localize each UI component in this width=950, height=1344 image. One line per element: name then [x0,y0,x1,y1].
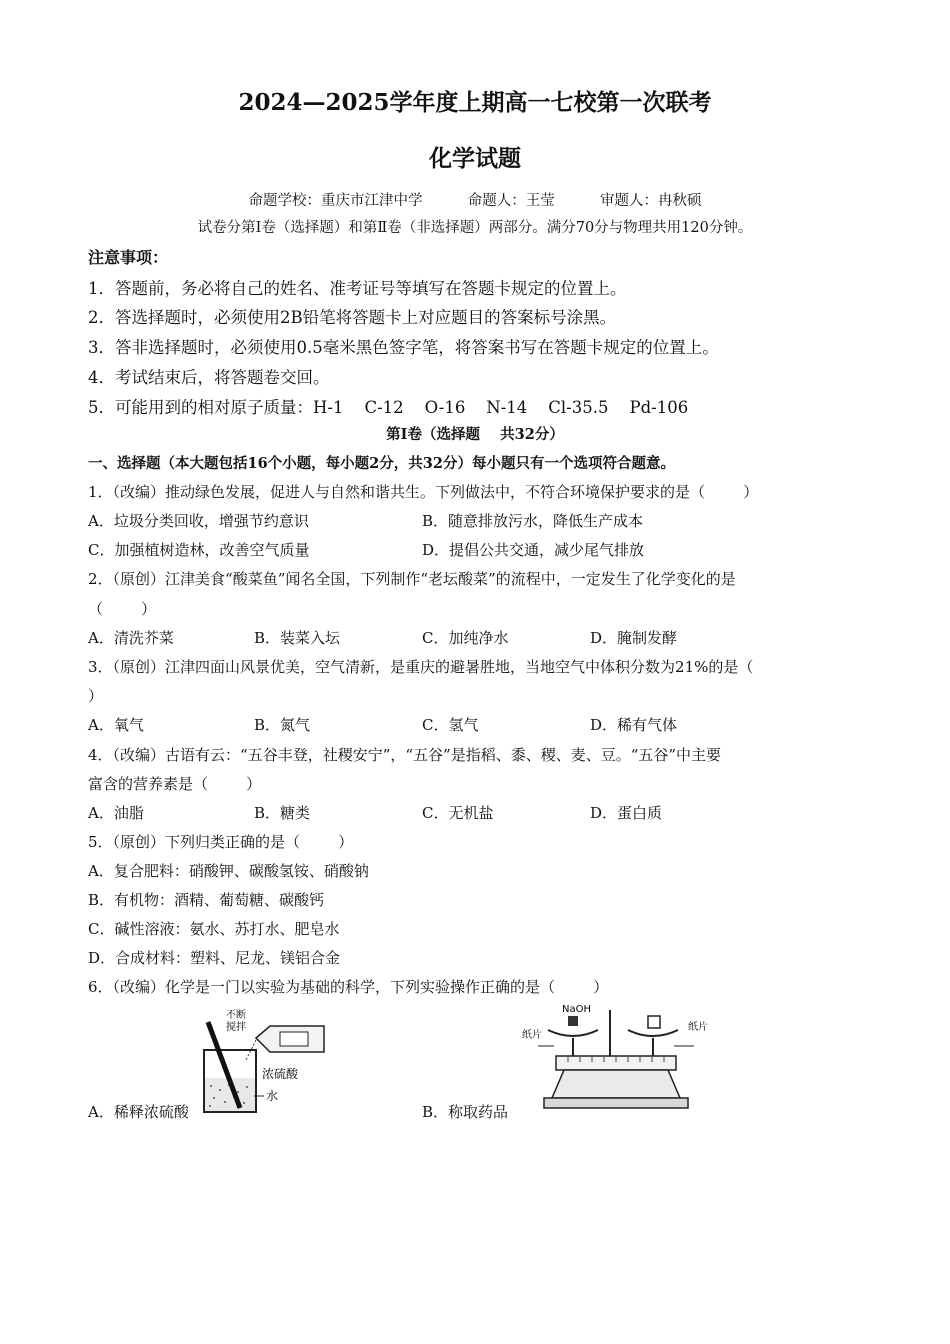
notes-heading: 注意事项： [88,248,169,267]
label-paper-left: 纸片 [522,1030,542,1041]
question-stem-cont: 富含的营养素是（ ） [88,775,262,793]
author-line [0,189,950,210]
option-d: D．蛋白质 [590,804,663,822]
note-item: 5．可能用到的相对原子质量：H-1 C-12 O-16 N-14 Cl-35.5 Pd-106 [88,398,689,417]
bottle-label [280,1032,308,1046]
question-stem: 1．（改编）推动绿色发展，促进人与自然和谐共生。下列做法中，不符合环境保护要求的是（ ） [88,483,759,501]
section-title: 一、选择题（本大题包括16个小题，每小题2分，共32分）每小题只有一个选项符合题意。 [88,455,675,472]
note-item: 2．答选择题时，必须使用2B铅笔将答题卡上对应题目的答案标号涂黑。 [88,308,617,327]
option-a: A．油脂 [88,804,144,822]
right-pan [628,1030,678,1036]
left-pan [548,1030,598,1036]
label-naoh: NaOH [562,1004,591,1015]
school: 命题学校：重庆市江津中学 [248,193,423,209]
question-stem: 3．（原创）江津四面山风景优美，空气清新，是重庆的避暑胜地，当地空气中体积分数为21%的是（ [88,658,754,676]
option-b: B．称取药品 [422,1103,509,1121]
naoh-sample [568,1016,578,1026]
note-item: 4．考试结束后，将答题卷交回。 [88,368,330,387]
part1-title: 第Ⅰ卷（选择题 共32分） [386,426,564,443]
note-item: 3．答非选择题时，必须使用0.5毫米黑色签字笔，将答案书写在答题卡规定的位置上。 [88,338,719,357]
dilute-acid-figure [196,1008,330,1118]
option-b: B．氮气 [254,716,311,734]
base-plate [544,1098,688,1108]
label-water: 水 [266,1089,279,1103]
option-a: A．氧气 [88,716,144,734]
question-stem: 6．（改编）化学是一门以实验为基础的科学，下列实验操作正确的是（ ） [88,978,609,996]
option-c: C．碱性溶液：氨水、苏打水、肥皂水 [88,920,340,938]
option-d: D．稀有气体 [590,716,678,734]
option-c: C．加纯净水 [422,629,509,647]
option-d: D．腌制发酵 [590,629,678,647]
exam-info: 试卷分第Ⅰ卷（选择题）和第Ⅱ卷（非选择题）两部分。满分70分与物理共用120分钟。 [197,220,753,236]
option-b: B．糖类 [254,804,311,822]
option-a: A．复合肥料：硝酸钾、碳酸氢铵、硝酸钠 [88,862,369,880]
question-stem-cont: ） [88,687,104,705]
reviewer: 审题人：冉秋硕 [599,193,702,209]
question-stem-cont: （ ） [88,600,157,618]
note-item: 1．答题前，务必将自己的姓名、准考证号等填写在答题卡规定的位置上。 [88,279,627,298]
option-b: B．装菜入坛 [254,629,341,647]
option-d: D．合成材料：塑料、尼龙、镁铝合金 [88,949,341,967]
option-b: B．随意排放污水，降低生产成本 [422,512,644,530]
label-acid: 浓硫酸 [262,1067,299,1081]
option-c: C．无机盐 [422,804,494,822]
label-stir: 不断 [226,1010,246,1021]
option-c: C．氢气 [422,716,479,734]
subject-title: 化学试题 [429,145,521,172]
question-stem: 4．（改编）古语有云：“五谷丰登，社稷安宁”，“五谷”是指稻、黍、稷、麦、豆。“五谷”中主要 [88,746,722,764]
option-d: D．提倡公共交通，减少尾气排放 [422,541,645,559]
label-stir2: 搅拌 [226,1022,246,1033]
option-a: A．垃圾分类回收，增强节约意识 [88,512,309,530]
weight [648,1016,660,1028]
exam-title: 2024—2025学年度上期高一七校第一次联考 [238,89,712,116]
option-a: A．稀释浓硫酸 [88,1103,189,1121]
author: 命题人：王莹 [467,193,555,209]
question-stem: 5．（原创）下列归类正确的是（ ） [88,833,354,851]
balance-figure [518,1000,718,1112]
question-stem: 2．（原创）江津美食“酸菜鱼”闻名全国，下列制作“老坛酸菜”的流程中，一定发生了化学变化的是 [88,570,736,588]
option-b: B．有机物：酒精、葡萄糖、碳酸钙 [88,891,325,909]
balance-base [552,1070,680,1098]
option-c: C．加强植树造林，改善空气质量 [88,541,310,559]
label-paper-right: 纸片 [688,1022,708,1033]
option-a: A．清洗芥菜 [88,629,174,647]
